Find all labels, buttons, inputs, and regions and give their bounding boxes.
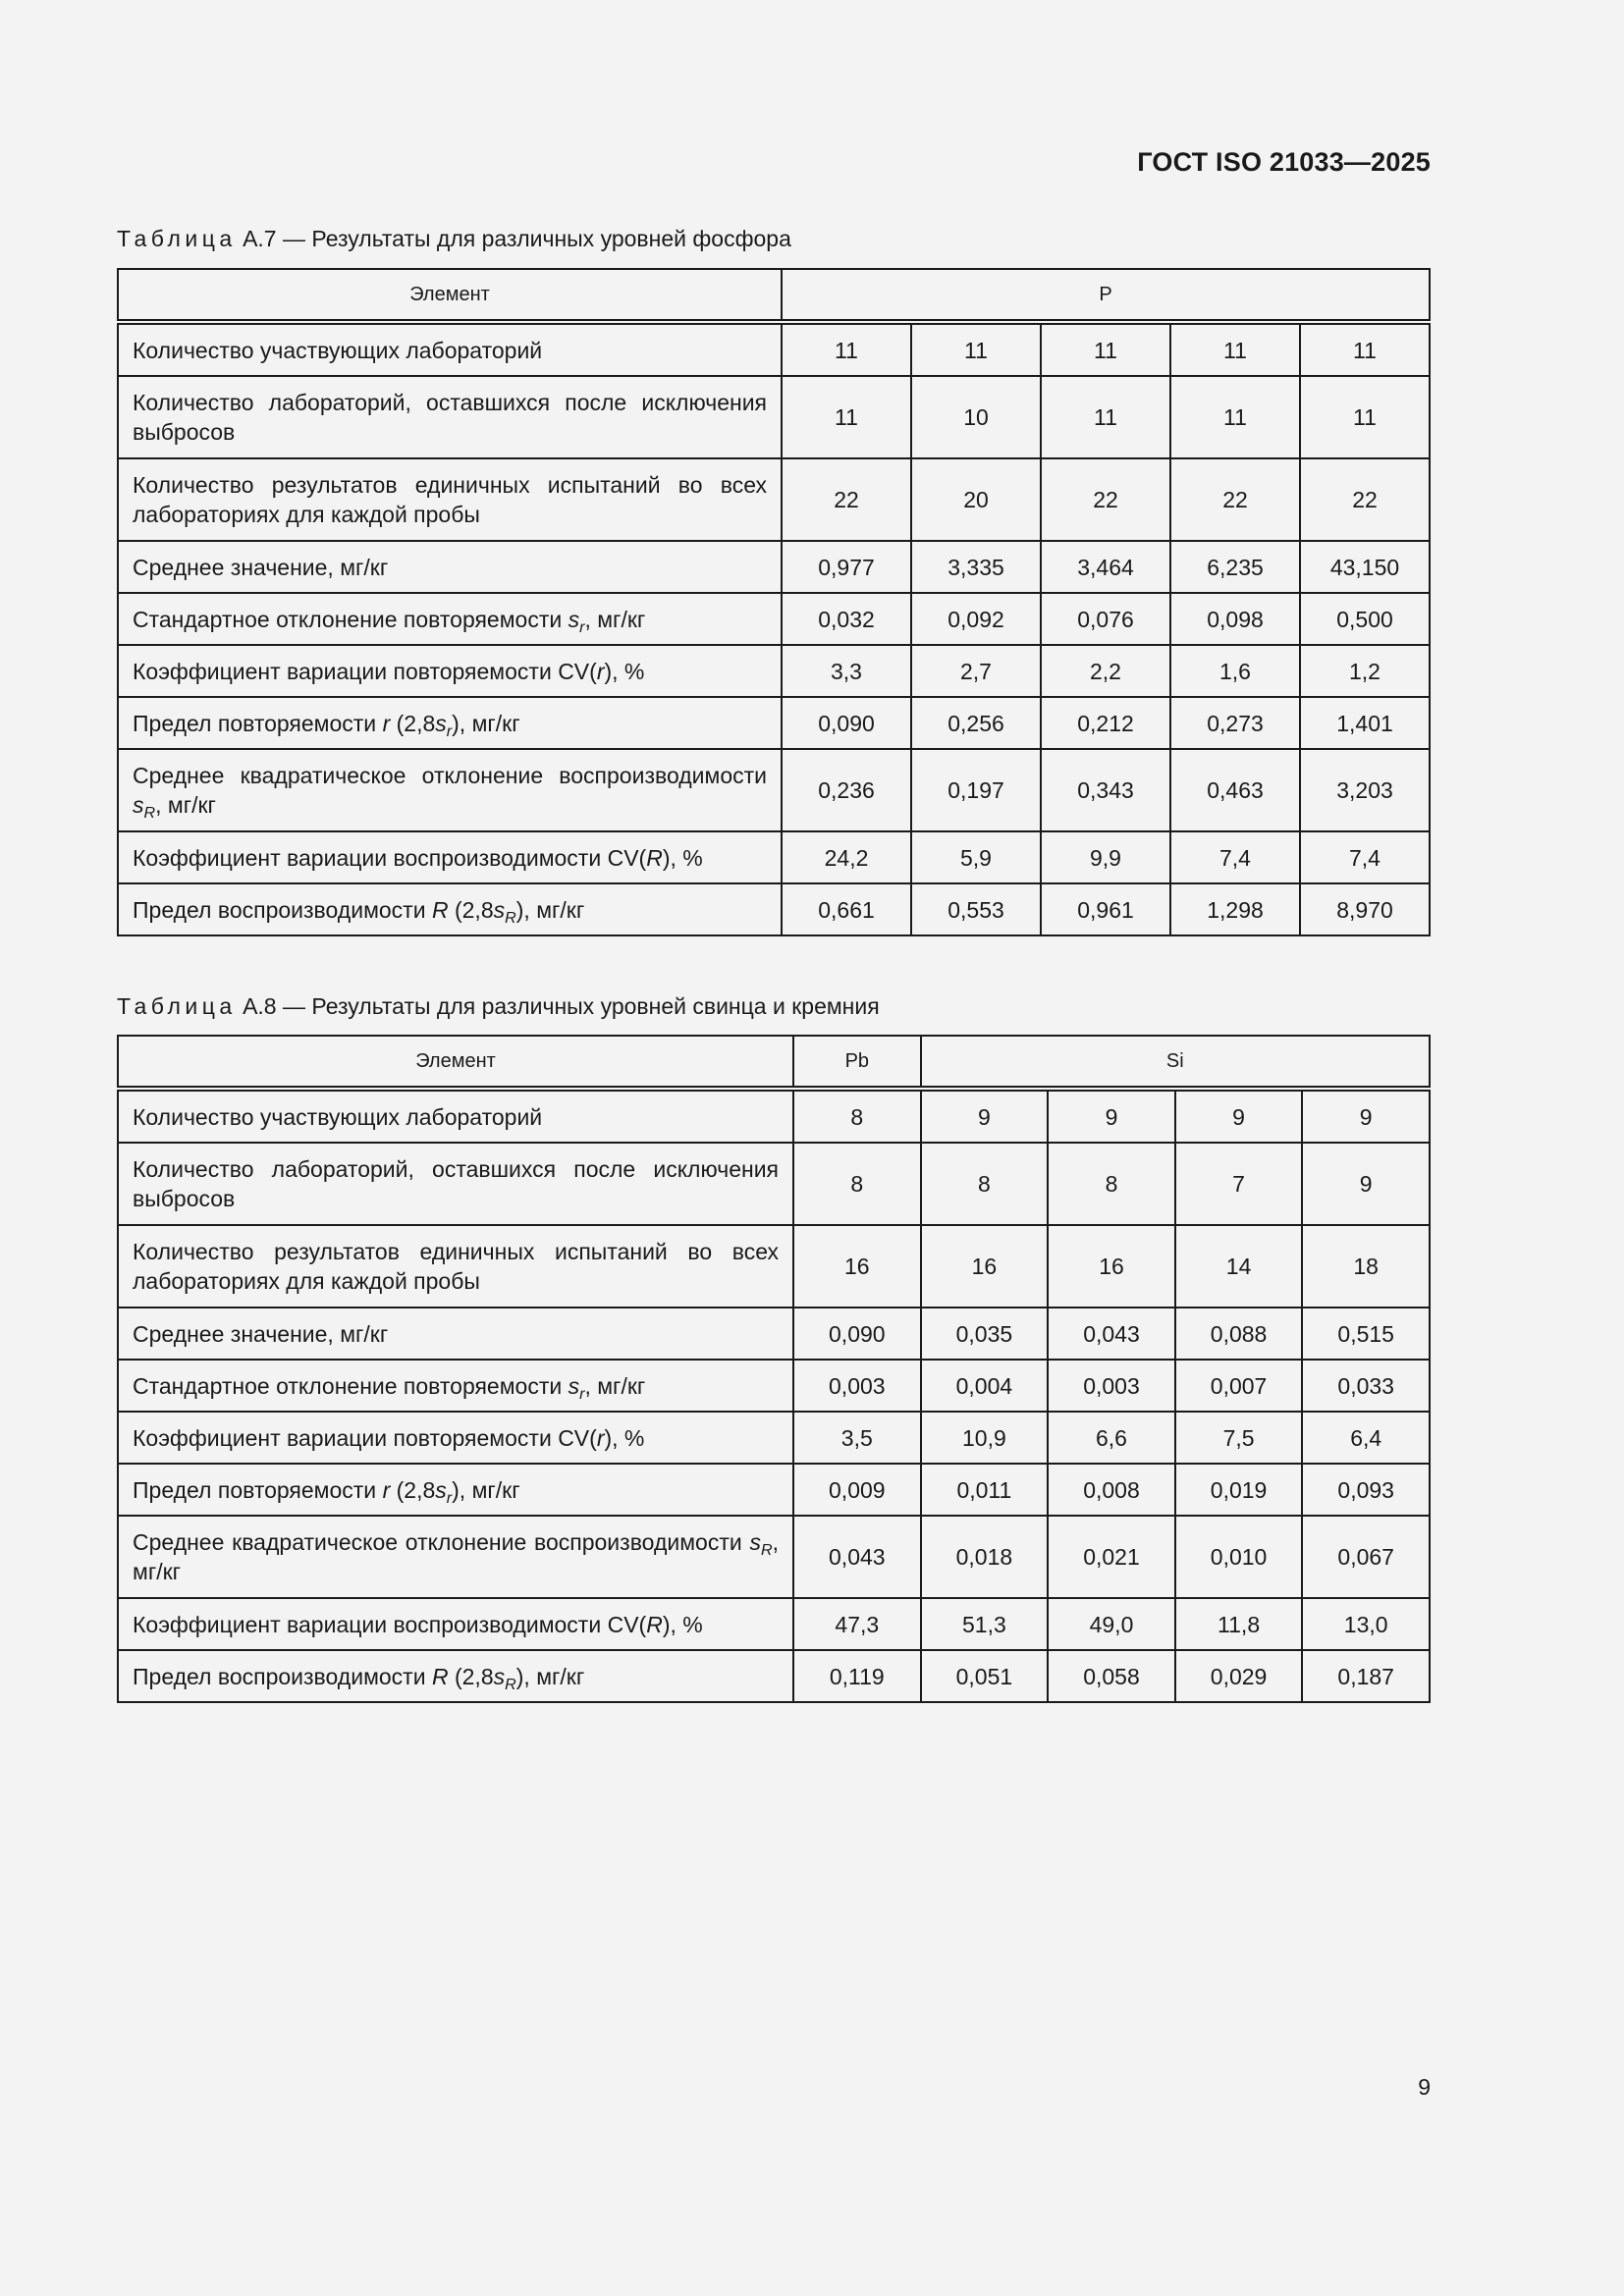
row-value: 0,197 xyxy=(911,749,1041,831)
row-label: Количество лабораторий, оставшихся после исключения выбросов xyxy=(118,1143,793,1225)
row-value: 3,335 xyxy=(911,541,1041,593)
row-value: 11 xyxy=(1041,322,1170,376)
row-value: 8 xyxy=(1048,1143,1175,1225)
row-value: 0,343 xyxy=(1041,749,1170,831)
row-value: 0,090 xyxy=(793,1308,921,1360)
row-value: 16 xyxy=(921,1225,1049,1308)
row-value: 2,2 xyxy=(1041,645,1170,697)
row-value: 22 xyxy=(1170,458,1300,541)
row-value: 0,273 xyxy=(1170,697,1300,749)
row-value: 3,203 xyxy=(1300,749,1430,831)
row-label: Предел повторяемости r $(2,8s_r)$, мг/кг xyxy=(118,1464,793,1516)
table-row xyxy=(118,831,1430,883)
row-value: 0,661 xyxy=(782,883,911,935)
row-label: Коэффициент вариации воспроизводимости CV(R), % xyxy=(118,831,782,883)
row-label: Коэффициент вариации воспроизводимости CV(R), % xyxy=(118,1598,793,1650)
row-value: 16 xyxy=(1048,1225,1175,1308)
row-value: 11 xyxy=(1170,322,1300,376)
table-row xyxy=(118,322,1430,376)
row-value: 0,212 xyxy=(1041,697,1170,749)
row-value: 22 xyxy=(1041,458,1170,541)
row-value: 3,5 xyxy=(793,1412,921,1464)
table-a7-header-row xyxy=(118,269,1430,322)
row-label: Предел воспроизводимости R $(2,8s_R)$, мг/кг xyxy=(118,1650,793,1702)
table-row xyxy=(118,1308,1430,1360)
row-label: Стандартное отклонение повторяемости $s_r$, мг/кг xyxy=(118,593,782,645)
row-value: 0,119 xyxy=(793,1650,921,1702)
row-value: 20 xyxy=(911,458,1041,541)
row-value: 0,092 xyxy=(911,593,1041,645)
row-value: 1,298 xyxy=(1170,883,1300,935)
row-value: 3,464 xyxy=(1041,541,1170,593)
row-value: 10 xyxy=(911,376,1041,458)
row-label: Среднее квадратическое отклонение воспроизводимости $s_R$, мг/кг xyxy=(118,1516,793,1598)
row-value: 7,4 xyxy=(1170,831,1300,883)
table-row xyxy=(118,1598,1430,1650)
row-label: Количество лабораторий, оставшихся после исключения выбросов xyxy=(118,376,782,458)
row-value: 14 xyxy=(1175,1225,1303,1308)
row-value: 0,553 xyxy=(911,883,1041,935)
table-row xyxy=(118,697,1430,749)
row-label: Коэффициент вариации повторяемости CV(r), % xyxy=(118,1412,793,1464)
row-value: 11 xyxy=(1300,376,1430,458)
page-number: 9 xyxy=(1418,2074,1431,2100)
row-value: 2,7 xyxy=(911,645,1041,697)
row-value: 9 xyxy=(1175,1089,1303,1143)
row-value: 0,035 xyxy=(921,1308,1049,1360)
table-row xyxy=(118,376,1430,458)
row-value: 22 xyxy=(1300,458,1430,541)
table-row xyxy=(118,645,1430,697)
row-value: 18 xyxy=(1302,1225,1430,1308)
document-number: ГОСТ ISO 21033—2025 xyxy=(1137,147,1431,177)
table-row xyxy=(118,1089,1430,1143)
table-row xyxy=(118,541,1430,593)
row-value: 0,961 xyxy=(1041,883,1170,935)
row-value: 1,2 xyxy=(1300,645,1430,697)
table-row xyxy=(118,1650,1430,1702)
row-value: 24,2 xyxy=(782,831,911,883)
table-a7-element-header: Элемент xyxy=(118,269,782,322)
row-value: 43,150 xyxy=(1300,541,1430,593)
table-a7-caption-text: А.7 — Результаты для различных уровней фосфора xyxy=(236,226,791,251)
row-label: Предел воспроизводимости R $(2,8s_R)$, мг/кг xyxy=(118,883,782,935)
row-value: 6,6 xyxy=(1048,1412,1175,1464)
table-a7-element-p: P xyxy=(782,269,1430,322)
row-label: Коэффициент вариации повторяемости CV(r), % xyxy=(118,645,782,697)
table-row xyxy=(118,1412,1430,1464)
table-row xyxy=(118,593,1430,645)
row-value: 9 xyxy=(1302,1089,1430,1143)
row-value: 8 xyxy=(921,1143,1049,1225)
row-value: 1,401 xyxy=(1300,697,1430,749)
row-value: 13,0 xyxy=(1302,1598,1430,1650)
table-row xyxy=(118,883,1430,935)
row-value: 11,8 xyxy=(1175,1598,1303,1650)
row-value: 0,007 xyxy=(1175,1360,1303,1412)
row-value: 0,010 xyxy=(1175,1516,1303,1598)
row-value: 47,3 xyxy=(793,1598,921,1650)
row-label: Среднее значение, мг/кг xyxy=(118,541,782,593)
row-value: 0,051 xyxy=(921,1650,1049,1702)
row-value: 0,977 xyxy=(782,541,911,593)
table-a8-caption xyxy=(117,993,880,1020)
row-value: 8,970 xyxy=(1300,883,1430,935)
row-value: 49,0 xyxy=(1048,1598,1175,1650)
table-a7-caption xyxy=(117,226,791,252)
row-value: 0,093 xyxy=(1302,1464,1430,1516)
row-value: 0,500 xyxy=(1300,593,1430,645)
table-row xyxy=(118,1516,1430,1598)
row-value: 9 xyxy=(1048,1089,1175,1143)
table-a8-header-row xyxy=(118,1036,1430,1089)
row-value: 0,003 xyxy=(793,1360,921,1412)
table-row xyxy=(118,1225,1430,1308)
row-value: 0,058 xyxy=(1048,1650,1175,1702)
row-value: 0,076 xyxy=(1041,593,1170,645)
row-value: 0,043 xyxy=(793,1516,921,1598)
row-value: 10,9 xyxy=(921,1412,1049,1464)
row-value: 9 xyxy=(1302,1143,1430,1225)
table-a8 xyxy=(117,1035,1431,1703)
row-value: 7 xyxy=(1175,1143,1303,1225)
row-value: 9 xyxy=(921,1089,1049,1143)
row-value: 0,256 xyxy=(911,697,1041,749)
table-row xyxy=(118,1464,1430,1516)
row-value: 7,4 xyxy=(1300,831,1430,883)
row-value: 5,9 xyxy=(911,831,1041,883)
row-value: 6,4 xyxy=(1302,1412,1430,1464)
row-value: 0,090 xyxy=(782,697,911,749)
row-label: Количество результатов единичных испытаний во всех лабораториях для каждой пробы xyxy=(118,458,782,541)
row-value: 0,003 xyxy=(1048,1360,1175,1412)
row-value: 0,029 xyxy=(1175,1650,1303,1702)
row-value: 0,008 xyxy=(1048,1464,1175,1516)
table-row xyxy=(118,458,1430,541)
row-value: 16 xyxy=(793,1225,921,1308)
row-value: 11 xyxy=(1170,376,1300,458)
row-value: 0,515 xyxy=(1302,1308,1430,1360)
row-value: 3,3 xyxy=(782,645,911,697)
row-value: 51,3 xyxy=(921,1598,1049,1650)
row-value: 0,236 xyxy=(782,749,911,831)
row-value: 0,043 xyxy=(1048,1308,1175,1360)
row-value: 11 xyxy=(911,322,1041,376)
table-a8-element-header: Элемент xyxy=(118,1036,793,1089)
row-value: 0,019 xyxy=(1175,1464,1303,1516)
table-row xyxy=(118,1143,1430,1225)
row-value: 0,088 xyxy=(1175,1308,1303,1360)
row-value: 0,032 xyxy=(782,593,911,645)
row-value: 8 xyxy=(793,1089,921,1143)
row-value: 11 xyxy=(1300,322,1430,376)
row-value: 9,9 xyxy=(1041,831,1170,883)
row-value: 0,011 xyxy=(921,1464,1049,1516)
table-row xyxy=(118,749,1430,831)
row-label: Количество участвующих лабораторий xyxy=(118,322,782,376)
table-row xyxy=(118,1360,1430,1412)
row-label: Стандартное отклонение повторяемости $s_r$, мг/кг xyxy=(118,1360,793,1412)
row-value: 0,009 xyxy=(793,1464,921,1516)
row-value: 8 xyxy=(793,1143,921,1225)
row-label: Среднее квадратическое отклонение воспроизводимости $s_R$, мг/кг xyxy=(118,749,782,831)
row-value: 0,021 xyxy=(1048,1516,1175,1598)
row-value: 11 xyxy=(1041,376,1170,458)
row-label: Предел повторяемости r $(2,8s_r)$, мг/кг xyxy=(118,697,782,749)
table-a8-element-pb: Pb xyxy=(793,1036,921,1089)
row-value: 11 xyxy=(782,376,911,458)
row-value: 0,098 xyxy=(1170,593,1300,645)
row-value: 0,033 xyxy=(1302,1360,1430,1412)
table-a8-element-si: Si xyxy=(921,1036,1430,1089)
row-label: Среднее значение, мг/кг xyxy=(118,1308,793,1360)
table-a7 xyxy=(117,268,1431,936)
row-value: 6,235 xyxy=(1170,541,1300,593)
table-a8-caption-text: А.8 — Результаты для различных уровней свинца и кремния xyxy=(236,993,880,1019)
row-value: 11 xyxy=(782,322,911,376)
row-value: 0,018 xyxy=(921,1516,1049,1598)
row-value: 0,067 xyxy=(1302,1516,1430,1598)
row-value: 22 xyxy=(782,458,911,541)
row-value: 0,004 xyxy=(921,1360,1049,1412)
table-a8-caption-prefix: Таблица xyxy=(117,993,237,1019)
row-label: Количество участвующих лабораторий xyxy=(118,1089,793,1143)
row-value: 7,5 xyxy=(1175,1412,1303,1464)
row-label: Количество результатов единичных испытаний во всех лабораториях для каждой пробы xyxy=(118,1225,793,1308)
row-value: 1,6 xyxy=(1170,645,1300,697)
table-a7-caption-prefix: Таблица xyxy=(117,226,237,251)
row-value: 0,187 xyxy=(1302,1650,1430,1702)
row-value: 0,463 xyxy=(1170,749,1300,831)
